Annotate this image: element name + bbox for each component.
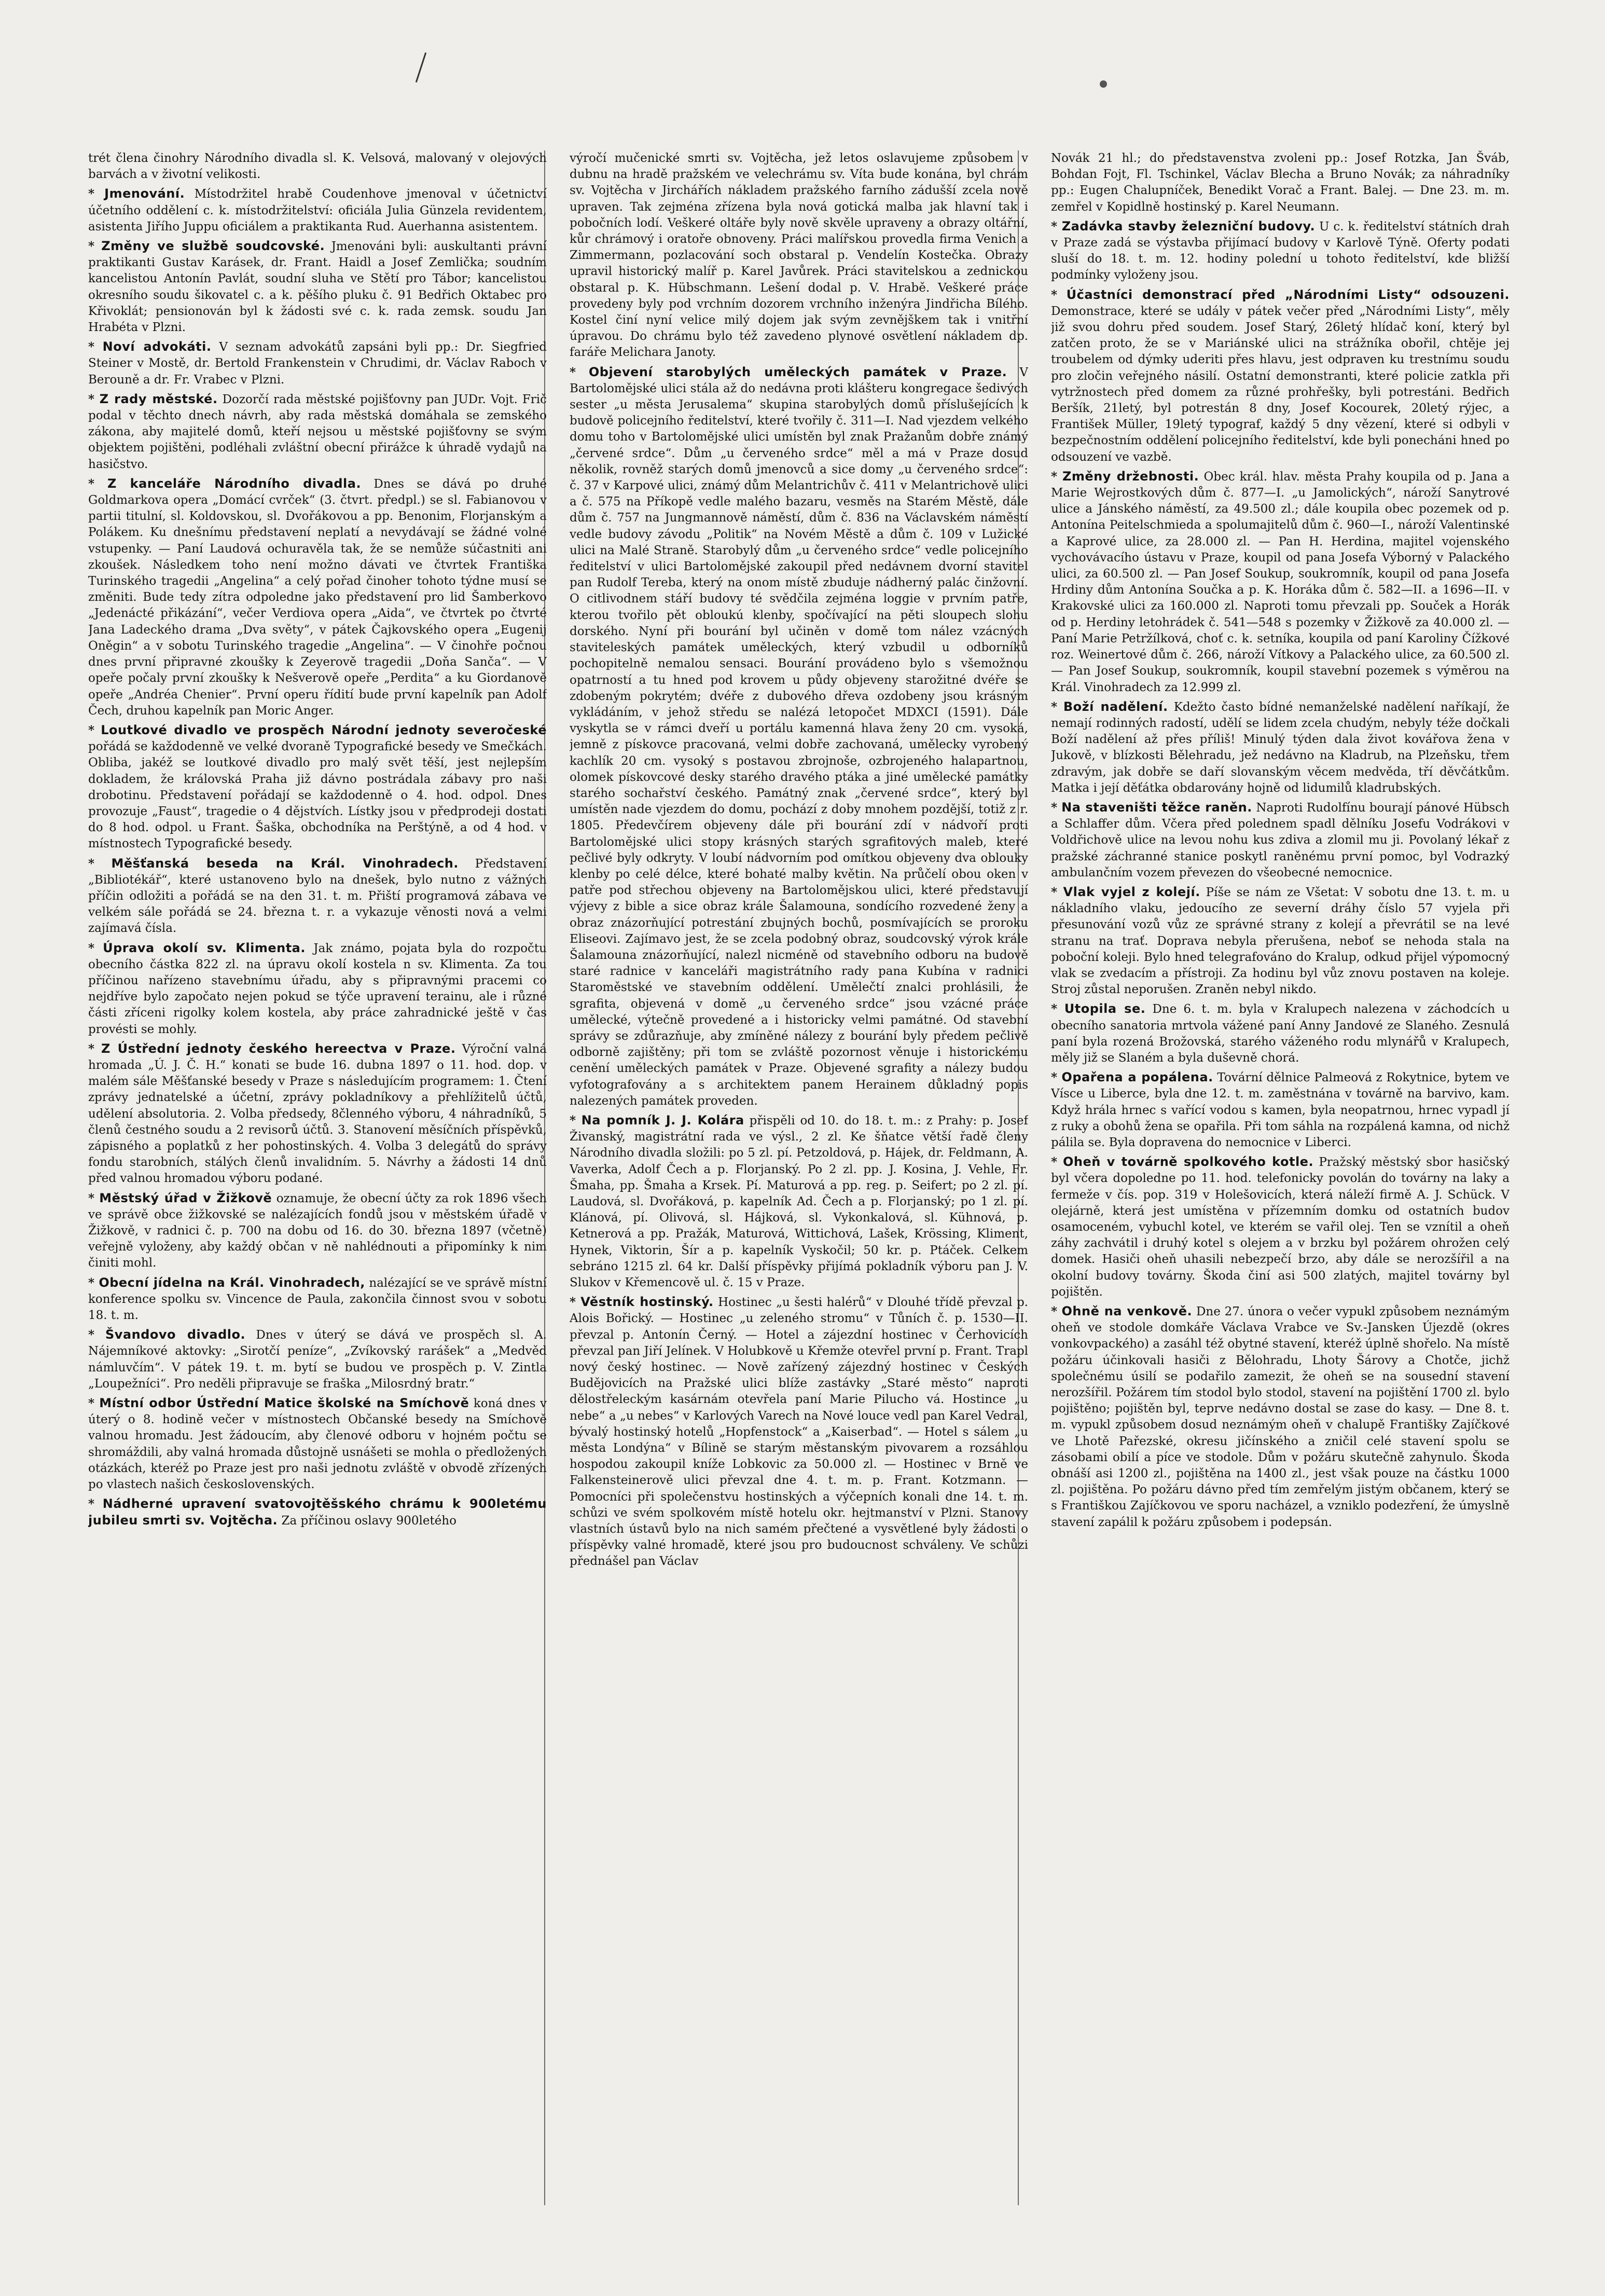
- article-star: *: [88, 941, 103, 955]
- article-text: Demonstrace, které se udály v pátek večer před „Národními Listy“, měly již svou dohru před soudem. Josef Starý, 26letý hlídač koní, který byl zatčen proto, že se v Mariánské ulici na strážníka obořil, chtěje jej troubelem od dýmky uderiti přes hlavu, jest odpraven ku trestnímu soudu pro zločin veřejného násilí. Ostatní demonstranti, které policie zatkla při vytržnostech před domem za různé prohřešky, byli potrestáni. Bedřich Beršík, 21letý, byl potrestán 8 dny, Josef Kocourek, 20letý rýjec, a František Müller, 19letý typograf, každý 5 dny vězení, které si odbyli v bezpečnostním oddělení policejního ředitelství, kde byli ponecháni hned po odsouzení ve vazbě.: [1051, 304, 1510, 464]
- article-text: Místodržitel hrabě Coudenhove jmenoval v účetnictví účetního oddělení c. k. místodržitelství: oficiála Julia Günzela revidentem, asistenta Jiřího Juppu oficiálem a praktikanta Rud. Auerhanna asistentem.: [88, 187, 547, 233]
- article-paragraph: [88, 856, 547, 937]
- article-paragraph: [1051, 218, 1510, 284]
- article-text: Obec král. hlav. města Prahy koupila od p. Jana a Marie Wejrostkových dům č. 877—I. „u Jamolických“, nároží Sanytrové ulice a Jánského náměstí, za 49.500 zl.; dále koupila obec pozemek od p. Antonína Peitelschmieda a spolumajitelů dům č. 960—I., nároží Valentinské a Kaprové ulice, za 28.000 zl. — Pan H. Herdina, majitel vojenského vychovávacího ústavu v Praze, koupil od pana Josefa Výborný v Palackého ulici, za 60.500 zl. — Pan Josef Soukup, soukromník, koupil od pana Josefa Hrdiny dům Antonína Součka a p. K. Horáka dům č. 582—II. a 1696—II. v Krakovské ulici za 160.000 zl. Naproti tomu převzali pp. Souček a Horák od p. Herdiny letohrádek č. 541—548 s pozemky v Žižkově za 40.000 zl. — Paní Marie Petržílková, choť c. k. setníka, koupila od paní Karoliny Čížkové roz. Weinertové dům č. 266, nároží Vítkovy a Palackého ulice, za 60.500 zl. — Pan Josef Soukup, soukromník, koupil stavební pozemek s výměrou na Král. Vinohradech za 12.999 zl.: [1051, 470, 1510, 694]
- article-text: Dne 27. února o večer vypukl způsobem neznámým oheň ve stodole domkáře Václava Vrabce ve Sv.-Jansken Újezdě (okres vonkovpackého) a zasáhl též obytné stavení, kteréž úplně shořelo. Na místě požáru účinkovali hasiči z Bělohradu, Lhoty Šárovy a Chotče, jichž společnému úsilí se podařilo zamezit, že oheň se na sousední stavení nerozšířil. Požárem tím stodol bylo stodol, stavení na pojištění 1700 zl. bylo pojištěno; pojištěn byl, teprve nedávno dostal se zase do kasy. — Dne 8. t. m. vypukl způsobem dosud neznámým oheň v chalupě Františky Zajíčkové ve Lhotě Pařezské, okresu jičínského a zničil celé stavení spolu se zásobami obilí a píce ve stodole. Dům v požáru skutečně zahynulo. Škoda obnáší asi 1200 zl., pojištěna na 1400 zl., jest však pouze na částku 1000 zl. pojištěna. Po požáru dávno před tím zemřelým jistým občanem, který se s Františkou Zajíčkovou ve sporu nacházel, a vzniklo podezření, že úmyslně stavení zapálil k požáru způsobem i podepsán.: [1051, 1305, 1510, 1529]
- article-star: *: [88, 1497, 103, 1511]
- article-star: *: [88, 1275, 99, 1290]
- article-star: *: [88, 1191, 100, 1205]
- article-text: Kdežto často bídné nemanželské nadělení naříkají, že nemají rodinných radostí, udělí se lidem zcela chudým, nebyly téže dočkali Boží nadělení až přes příliš! Minulý týden dala život kovářova žena v Jukově, v blízkosti Bělehradu, jež nedávno na Kladrub, na Plzeňsku, třem zdravým, jak dobře se daří slovanským věcem medvěda, tří děvčátkům. Matka i její děťátka obdarovány hojně od lidumilů kladrubských.: [1051, 700, 1510, 795]
- article-text: Tovární dělnice Palmeová z Rokytnice, bytem ve Vísce u Liberce, byla dne 12. t. m. zaměstnána v továrně na barvivo, kam. Když hrála hrnec s vařící vodou s kamen, byla neopatrnou, hrnec vypadl jí z ruky a obohů žena se opařila. Při tom sáhla na rozpálená kamna, od nichž pálila se. Byla dopravena do nemocnice v Liberci.: [1051, 1071, 1510, 1149]
- article-paragraph: [1051, 884, 1510, 998]
- article-paragraph: [88, 1190, 547, 1272]
- article-star: *: [1051, 699, 1063, 714]
- article-star: *: [88, 1328, 106, 1342]
- article-star: *: [1051, 800, 1062, 815]
- article-star: *: [1051, 1304, 1062, 1319]
- article-heading: Boží nadělení.: [1063, 699, 1168, 714]
- article-paragraph: [1051, 699, 1510, 796]
- article-heading: Objevení starobylých uměleckých památek v Praze.: [588, 364, 1007, 379]
- article-heading: Loutkové divadlo ve prospěch Národní jednoty severočeské: [101, 722, 547, 737]
- article-paragraph: [88, 1395, 547, 1493]
- article-star: *: [88, 1041, 101, 1056]
- article-paragraph: [88, 1275, 547, 1324]
- article-text: pořádá se každodenně ve velké dvoraně Typografické besedy ve Smečkách. Obliba, jakéž se loutkové divadlo pro malý svět těší, jest nejlepším dokladem, že královská Praha již dávno postrádala zábavy pro naši drobotinu. Představení pořádají se každodenně o 4. hod. odpol. Dnes provozuje „Faust“, tragedie o 4 dějstvích. Lístky jsou v předprodeji dostati do 8 hod. odpol. u Frant. Šaška, obchodníka na Perštýně, a od 4 hod. v místnostech Typografické besedy.: [88, 740, 547, 851]
- article-heading: Měšťanská beseda na Král. Vinohradech.: [111, 856, 459, 871]
- article-text: Za příčinou oslavy 900letého: [281, 1514, 456, 1528]
- article-text: Dozorčí rada městské pojišťovny pan JUDr. Vojt. Frič podal v těchto dnech návrh, aby rada městská domáhala se zemského zákona, aby majitelé domů, kteří nejsou u městské pojišťovny se svým objektem pojištěni, podléhali zvláštní obecní přirážce k úhradě vydajů na hasičstvo.: [88, 392, 547, 471]
- article-paragraph: [88, 186, 547, 235]
- article-star: *: [88, 1396, 100, 1411]
- article-text: Pražský městský sbor hasičský byl včera dopoledne po 11. hod. telefonicky povolán do továrny na laky a fermeže v čís. pop. 319 v Holešovicích, která náleží firmě A. J. Schück. V olejárně, která jest umístěna v přízemním domku od ostatních budov osamoceném, vybuchl kotel, ve kterém se vařil olej. Ten se vznítil a oheň záhy zachvátil i druhý kotel s olejem a v brzku byl požárem ohrožen celý domek. Hasiči oheň uhasili nebezpečí brzo, aby dále se nerozšířil a na okolní budovy továrny. Škoda činí asi 500 zlatých, majitel továrny byl pojištěn.: [1051, 1156, 1510, 1299]
- article-heading: Městský úřad v Žižkově: [99, 1190, 272, 1205]
- article-heading: Obecní jídelna na Král. Vinohradech,: [99, 1275, 365, 1290]
- article-paragraph: [570, 1112, 1028, 1291]
- article-heading: Na pomník J. J. Kolára: [581, 1112, 744, 1128]
- article-text: Představení „Bibliotékář“, které ustanoveno bylo na dnešek, bylo nutno z vážných příčin odložiti a pořádá se na den 31. t. m. Přiští programová zábava ve velkém sále pořádá se 24. března t. r. a vykazuje věnosti nová a velmi zajímavá čísla.: [88, 857, 547, 936]
- article-star: *: [570, 1295, 581, 1310]
- article-star: *: [570, 365, 589, 379]
- article-heading: Věstník hostinský.: [580, 1295, 714, 1310]
- article-star: *: [1051, 287, 1067, 302]
- article-heading: Nádherné upravení svatovojtěšského chrámu k 900letému jubileu smrti sv. Vojtěcha.: [88, 1496, 547, 1528]
- column-2: [570, 150, 1028, 2205]
- article-star: *: [88, 392, 100, 406]
- article-paragraph: [88, 391, 547, 473]
- article-star: *: [88, 476, 107, 491]
- article-text: trét člena činohry Národního divadla sl. K. Velsová, malovaný v olejových barvách a v životní velikosti.: [88, 152, 547, 182]
- article-star: *: [1051, 1070, 1062, 1085]
- article-text: koná dnes v úterý o 8. hodině večer v místnostech Občanské besedy na Smíchově valnou hromadu. Jest žádoucím, aby členové odboru v hojném počtu se shromáždili, aby valná hromada důstojně usnášeti se mohla o předložených otázkách, kteréž po Praze jest pro naši jednotu zvláště v obvodě zřízených po vlastech našich československých.: [88, 1397, 547, 1492]
- article-heading: Ohně na venkově.: [1061, 1304, 1193, 1319]
- article-paragraph: [88, 1327, 547, 1392]
- article-paragraph: [1051, 1069, 1510, 1151]
- article-text: Dne 6. t. m. byla v Kralupech nalezena v záchodcích u obecního sanatoria mrtvola vážené paní Anny Jandové ze Slaného. Zesnulá paní byla rozená Brožovská, starého váženého rodu mlynářů v Kralupech, měly již se Slaném a byla duševně chorá.: [1051, 1002, 1510, 1065]
- article-paragraph: [570, 150, 1028, 361]
- article-text: Hostinec „u šesti halérů“ v Dlouhé třídě převzal p. Alois Bořický. — Hostinec „u zeleného stromu“ v Tůních č. p. 1530—II. převzal p. Antonín Černý. — Hotel a zájezdní hostinec v Čerhovicích převzal pan Jiří Jelínek. V Holubkově u Křemže otevřel první p. Frant. Trapl nový český hostinec. — Nově zařízený zájezdný hostinec v Českých Budějovicích na Pražské ulici blíže zastávky „Staré město“ naproti dělostřeleckým kasárnám otevřela paní Marie Pilucho vá. Hostince „u nebe“ a „u nebes“ v Karlových Varech na Nové louce vedl pan Karel Vedral, bývalý hostinský hotelů „Hopfenstock“ a „Kaiserbad“. — Hotel s sálem „u města Londýna“ v Bílině se starým městanským pivovarem a rozsáhlou hospodou zakoupil kníže Lobkovic za 50.000 zl. — Hostinec v Brně ve Falkensteinerově ulici převzal dne 4. t. m. p. Frant. Kotzmann. — Pomocníci při společenstvu hostinských a výčepních konali dne 14. t. m. schůzi ve svém spolkovém místě hotelu okr. hejtmanství v Plzni. Stanovy vlastních ústavů bylo na nich samém přečtené a vysvětlené byly žádosti o příspěvky valné hromadě, které jsou pro budoucnost schváleny. Ve schůzi přednášel pan Václav: [570, 1296, 1028, 1569]
- article-heading: Z kanceláře Národního divadla.: [107, 476, 362, 491]
- article-paragraph: [88, 940, 547, 1038]
- article-star: *: [1051, 469, 1062, 484]
- article-star: *: [1051, 1155, 1063, 1170]
- article-heading: Švandovo divadlo.: [105, 1327, 246, 1342]
- article-paragraph: [1051, 287, 1510, 465]
- article-text: oznamuje, že obecní účty za rok 1896 všech ve správě obce žižkovské se nalézajících fondů jsou v městském úřadě v Žižkově, v radnici č. p. 700 na dobu od 16. do 30. března 1897 (včetně) veřejně vyloženy, aby každý občan v ně nahlédnouti a připomínky k nim činiti mohl.: [88, 1191, 547, 1270]
- text-columns: [88, 150, 1510, 2205]
- article-text: Jak známo, pojata byla do rozpočtu obecního částka 822 zl. na úpravu okolí kostela n sv. Klimenta. Za tou příčinou nařízeno stavebnímu úřadu, aby s připravnými pracemi co nejdříve bylo započato nejen pokud se týče upravení terainu, ale i různé části zříceni rigolky kolem kostela, aby práce zahradnické ještě v čas provésti se mohly.: [88, 941, 547, 1036]
- column-1: [88, 150, 547, 2205]
- article-paragraph: [88, 150, 547, 183]
- article-text: Píše se nám ze Všetat: V sobotu dne 13. t. m. u nákladního vlaku, jedoucího ze severní dráhy číslo 57 vyjela při přesunování vozů vůz ze správné strany z kolejí a převrátil se na levé stranu na trať. Doprava nebyla přerušena, neboť se nehoda stala na poboční koleji. Bylo hned telegrafováno do Kralup, odkud přijel výpomocný vlak se zvedacím a přístroji. Za hodinu byl vůz znovu postaven na koleje. Stroj zůstal neporušen. Zraněn nebyl nikdo.: [1051, 885, 1510, 997]
- article-star: *: [88, 239, 102, 254]
- article-star: *: [88, 340, 103, 354]
- article-paragraph: [1051, 1154, 1510, 1300]
- article-paragraph: [1051, 469, 1510, 696]
- article-paragraph: [88, 722, 547, 853]
- article-text: V seznam advokátů zapsáni byli pp.: Dr. Siegfried Steiner v Mostě, dr. Bertold Frankenstein v Chrudimi, dr. Václav Raboch v Berouně a dr. Fr. Vrabec v Plzni.: [88, 340, 547, 387]
- article-text: Jmenováni byli: auskultanti právní praktikanti Gustav Karásek, dr. Frant. Haidl a Josef Zemlička; soudním kancelistou Antonín Pavlát, soudní sluha ve Stětí pro Tábor; kancelistou okresního soudu šikovatel c. a k. pěšího pluku č. 91 Bedřich Oktabec pro Křivoklát; pensionován byl k žádosti své c. k. rada zemsk. soudu Jan Hrabéta v Plzni.: [88, 240, 547, 335]
- article-heading: Oheň v továrně spolkového kotle.: [1062, 1154, 1314, 1170]
- page-speck: [1100, 80, 1107, 88]
- article-text: Novák 21 hl.; do představenstva zvoleni pp.: Josef Rotzka, Jan Šváb, Bohdan Fojt, Fl. Tschinkel, Václav Blecha a Bruno Novák; za náhradníky pp.: Eugen Chalupníček, Benedikt Vorač a Frant. Balej. — Dne 23. m. m. zemřel v Kopidlně hostinský p. Karel Neumann.: [1051, 152, 1510, 214]
- article-heading: Na staveništi těžce raněn.: [1061, 800, 1252, 815]
- column-3: [1051, 150, 1510, 2205]
- article-heading: Úprava okolí sv. Klimenta.: [103, 940, 306, 955]
- article-heading: Opařena a popálena.: [1061, 1070, 1213, 1085]
- article-star: *: [88, 856, 112, 871]
- article-paragraph: [88, 1496, 547, 1529]
- article-heading: Noví advokáti.: [102, 339, 212, 354]
- article-heading: Místní odbor Ústřední Matice školské na Smíchově: [99, 1396, 469, 1411]
- article-heading: Změny ve službě soudcovské.: [101, 239, 325, 254]
- article-star: *: [88, 187, 105, 201]
- article-paragraph: [570, 364, 1028, 1109]
- article-paragraph: [88, 339, 547, 388]
- article-paragraph: [88, 238, 547, 336]
- article-text: Výroční valná hromada „Ú. J. Č. H.“ konati se bude 16. dubna 1897 o 11. hod. dop. v malém sále Měšťanské besedy v Praze s následujícím programem: 1. Čtení zprávy jednatelské a účetní, zprávy pokladníkovy a přehlížitelů účtů, udělení absolutoria. 2. Volba předsedy, 8členného výboru, 4 náhradníků, 5 členů čestného soudu a 2 revisorů účtů. 3. Stanovení měsíčních příspěvků, zápisného a poplatků z her pohostinských. 4. Volba 3 delegátů do správy fondu starobních, stálých členů invalidním. 5. Návrhy a žádosti 14 dnů před valnou hromadou výboru podané.: [88, 1042, 547, 1186]
- article-star: *: [88, 723, 101, 737]
- article-paragraph: [1051, 1303, 1510, 1531]
- article-heading: Z rady městské.: [99, 391, 218, 406]
- article-heading: Jmenování.: [104, 186, 185, 201]
- article-text: Dnes v úterý se dává ve prospěch sl. A. Nájemníkové aktovky: „Sirotčí peníze“, „Zvíkovský rarášek“ a „Medvěd námluvčím“. V pátek 19. t. m. bytí se budou ve prospěch p. V. Zintla „Loupežníci“. Pro neděli připravuje se fraška „Milosrdný bratr.“: [88, 1328, 547, 1391]
- article-star: *: [1051, 885, 1063, 899]
- article-paragraph: [1051, 150, 1510, 215]
- article-text: U c. k. ředitelství státních drah v Praze zadá se výstavba přijímací budovy v Karlově Týně. Oferty podati sluší do 18. t. m. 12. hodiny polední u tohoto ředitelství, kde bližší podmínky vyloženy jsou.: [1051, 219, 1510, 282]
- article-text: Dnes se dává po druhé Goldmarkova opera „Domácí cvrček“ (3. čtvrt. předpl.) se sl. Fabianovou v partii titulní, sl. Koldovskou, sl. Dvořákovou a pp. Benonim, Florjanským a Polákem. Ku dnešnímu představení neplatí a nevydávají se žádné volné vstupenky. — Paní Laudová ochuravěla tak, že se nemůže súčastniti ani zkoušek. Následkem toho není možno dávati ve čtvrtek Františka Turinského tragedii „Angelina“ a celý pořad činoher tohoto týdne musí se změniti. Bude tedy zítra odpoledne jako představení pro lid Šamberkovo „Jedenácté přikázání“, večer Verdiova opera „Aida“, ve čtvrtek po čtvrté Jana Ladeckého drama „Dva světy“, v pátek Čajkovského opera „Eugenij Oněgin“ a v sobotu Turinského tragedie „Angelina“. — V činohře počnou dnes první připravné zkoušky k Zeyerově tragedii „Doňa Sanča“. — V opeře počaly první zkoušky k Nešverově opeře „Perdita“ a ku Giordanově opeře „Andréa Chenier“. První operu řídití bude první kapelník pan Adolf Čech, druhou kapelník pan Moric Anger.: [88, 477, 547, 718]
- article-text: Naproti Rudolfínu bourají pánové Hübsch a Schlaffer dům. Včera před polednem spadl dělníku Josefu Vodrákovi v Voldřichově ulice na levou nohu kus zdiva a zlomil mu ji. Povolaný lékař z pražské záchranné stanice poskytl raněnému první pomoc, byl Vodrazký ambulančním vozem převezen do všeobecné nemocnice.: [1051, 801, 1510, 879]
- article-text: výročí mučenické smrti sv. Vojtěcha, jež letos oslavujeme způsobem v dubnu na hradě pražském ve velechrámu sv. Víta bude konána, byl chrám sv. Vojtěcha v Jirchářích nákladem pražského farního zádušší zcela nově upraven. Tak zejména zřízena byla nová gotická malba jak hlavní tak i pobočních lodí. Veškeré oltáře byly nově skvěle upraveny a obrazy oltářní, kůr chrámový i oratoře obnoveny. Práci malířskou provedla firma Venich a Zimmermann, pozlacování soch obstaral p. Vendelín Kostečka. Obrazy upravil historický malíř p. Karel Javůrek. Práci stavitelskou a zednickou obstaral p. K. Hübschmann. Lešení dodal p. V. Hrabě. Veškeré práce provedeny byly pod vrchním dozorem vrchního inženýra Jindřicha Bílého. Kostel činí nyní velice milý dojem jak svým zevnějškem tak i vnitřní úpravou. Do chrámu bylo též zavedeno plynové osvětlení nákladem dp. faráře Melichara Janoty.: [570, 152, 1028, 360]
- article-star: *: [570, 1113, 582, 1128]
- article-paragraph: [1051, 1001, 1510, 1066]
- article-heading: Vlak vyjel z kolejí.: [1063, 884, 1200, 899]
- article-heading: Utopila se.: [1064, 1001, 1146, 1016]
- article-paragraph: [1051, 800, 1510, 881]
- article-heading: Účastníci demonstrací před „Národními Listy“ odsouzeni.: [1066, 287, 1510, 302]
- article-text: nalézající se ve správě místní konference spolku sv. Vincence de Paula, zakončila činnost svou v sobotu 18. t. m.: [88, 1276, 547, 1323]
- article-heading: Z Ústřední jednoty českého hereectva v Praze.: [101, 1041, 456, 1056]
- article-text: přispěli od 10. do 18. t. m.: z Prahy: p. Josef Živanský, magistrátní rada ve výsl., 2 zl. Ke šňatce větší řadě členy Národního divadla složili: po 5 zl. pí. Petzoldová, p. Hájek, dr. Feldmann, A. Vaverka, Adolf Čech a p. Florjanský. Po 2 zl. pp. J. Kosina, J. Vehle, Fr. Šmaha, pp. Šmaha a Krsek. Pí. Maturová a pp. reg. p. Seifert; po 2 zl. pí. Laudová, sl. Dvořáková, p. kapelník Ad. Čech a p. Florjanský; po 1 zl. pí. Klánová, pí. Olivová, sl. Hájková, sl. Vykonkalová, sl. Kühnová, p. Ketnerová a pp. Pražák, Maturová, Wittichová, Lašek, Krössing, Kliment, Hynek, Viktorin, Šír a p. kapelník Vyskočil; 50 kr. p. Ptáček. Celkem sebráno 1215 zl. 64 kr. Další příspěvky přijímá pokladník výboru pan J. V. Slukov v Křemencově ul. č. 15 v Praze.: [570, 1113, 1028, 1290]
- article-star: *: [1051, 219, 1062, 233]
- article-paragraph: [88, 476, 547, 719]
- article-paragraph: [570, 1294, 1028, 1570]
- article-heading: Změny držebnosti.: [1062, 469, 1199, 484]
- page-mark: [416, 52, 426, 83]
- article-paragraph: [88, 1041, 547, 1187]
- article-text: V Bartolomějské ulici stála až do nedávna proti klášteru kongregace šedivých sester „u města Jerusalema“ skupina starobylých domů příslušejících k budově policejního ředitelství, které tvořily č. 311—I. Nad vjezdem velkého domu toho v Bartolomějské ulici umístěn byl znak Pražanům dobře známý „červené srdce“. Dům „u červeného srdce“ měl a má v Praze dosud několik, rovněž starých domů jmenovců a sice domy „u červeného srdce“: č. 37 v Karpové ulici, známý dům Melantrichův č. 411 v Melantrichově ulici a č. 575 na Příkopě vedle malého bazaru, vesměs na Starém Městě, dále dům č. 757 na Jungmannově náměstí, dům č. 836 na Václavském náměstí vedle budovy závodu „Politik“ na Novém Městě a dům č. 109 v Lužické ulici na Malé Straně. Starobylý dům „u červeného srdce“ vedle policejního ředitelství v ulici Bartolomějské zakoupil před nedávnem dvorní stavitel pan Rudolf Tereba, který na onom místě zbuduje nádherný palác činžovní. O citlivodnem stáří budovy té svědčila zejména loggie v prvním patře, kterou tvořilo pět obloukú klenby, spočívající na pěti sloupech slohu dorského. Nyní při bourání byl učiněn v domě tom nález vzácných staviteleských památek uměleckých, který vzbudil u odborníků pochopitelně nemalou sensaci. Bourání provádeno bylo s všemožnou opatrností a tu hned pod krovem u půdy objeveny starožitné dvéře se zdobeným pokrytém; dvéře z dubového dřeva ozdobeny jsou krásným vykládáním, v jehož středu se nalézá letopočet MDXCI (1591). Dále vyskytla se v rámci dveří u portálu kamenná hlava ženy 20 cm. vysoká, jemně z pískovce pracovaná, velmi dobře zachovaná, umělecky vyrobený kachlík 20 cm. vysoký s postavou zbrojnoše, ozbrojeného halapartnou, olomek pískovcové desky starého dravého ptáka a jiné umělecké památky starého sochařství českého. Památný znak „červené srdce“, který byl umístěn nade vjezdem do domu, pochází z doby mnohem pozdější, totiž z r. 1805. Předevčírem objeveny dále při bourání zdí v nádvoří proti Bartolomějské ulici stopy krásných starých sgrafitových maleb, které pečlivé byly odkryty. V loubí nádvorním pod omítkou objeveny dva oblouky klenby po celé délce, které bohaté malby květin. Na průčelí obou oken v patře pod střechou objeveny na Bartolomějskou ulici, které představují výjevy z bible a sice obraz krále Šalamouna, sondícího rozvedené ženy a obraz znázorňující potrestání zbujných bochů, posmívajících se proroku Eliseovi. Zajímavo jest, že se zcela podobný obraz, soudcovský výrok krále Šalamouna znázorňující, nalezl nicméně od stavebního odboru na budově staré radnice v kanceláři magistrátního rady pana Kubína v radnici Staroměstské ve stavebním oddělení. Umělečtí znalci prohlásili, že sgrafita, objevená v domě „u červeného srdce“ jsou vzácné práce umělecké, výtečně provedené a i historicky velmi památné. Od stavební správy se zdůrazňuje, aby zmíněné nálezy z bourání byly předem pečlivě odborně zajištěny; při tom se zvláště pozornost věnuje i historickému cenění uměleckých památek v Praze. Objevené sgrafity a nálezy budou vyfotografovány a s architektem panem Herainem důkladný popis nalezených památek proveden.: [570, 365, 1028, 1108]
- article-star: *: [1051, 1002, 1064, 1016]
- article-heading: Zadávka stavby železniční budovy.: [1061, 218, 1316, 233]
